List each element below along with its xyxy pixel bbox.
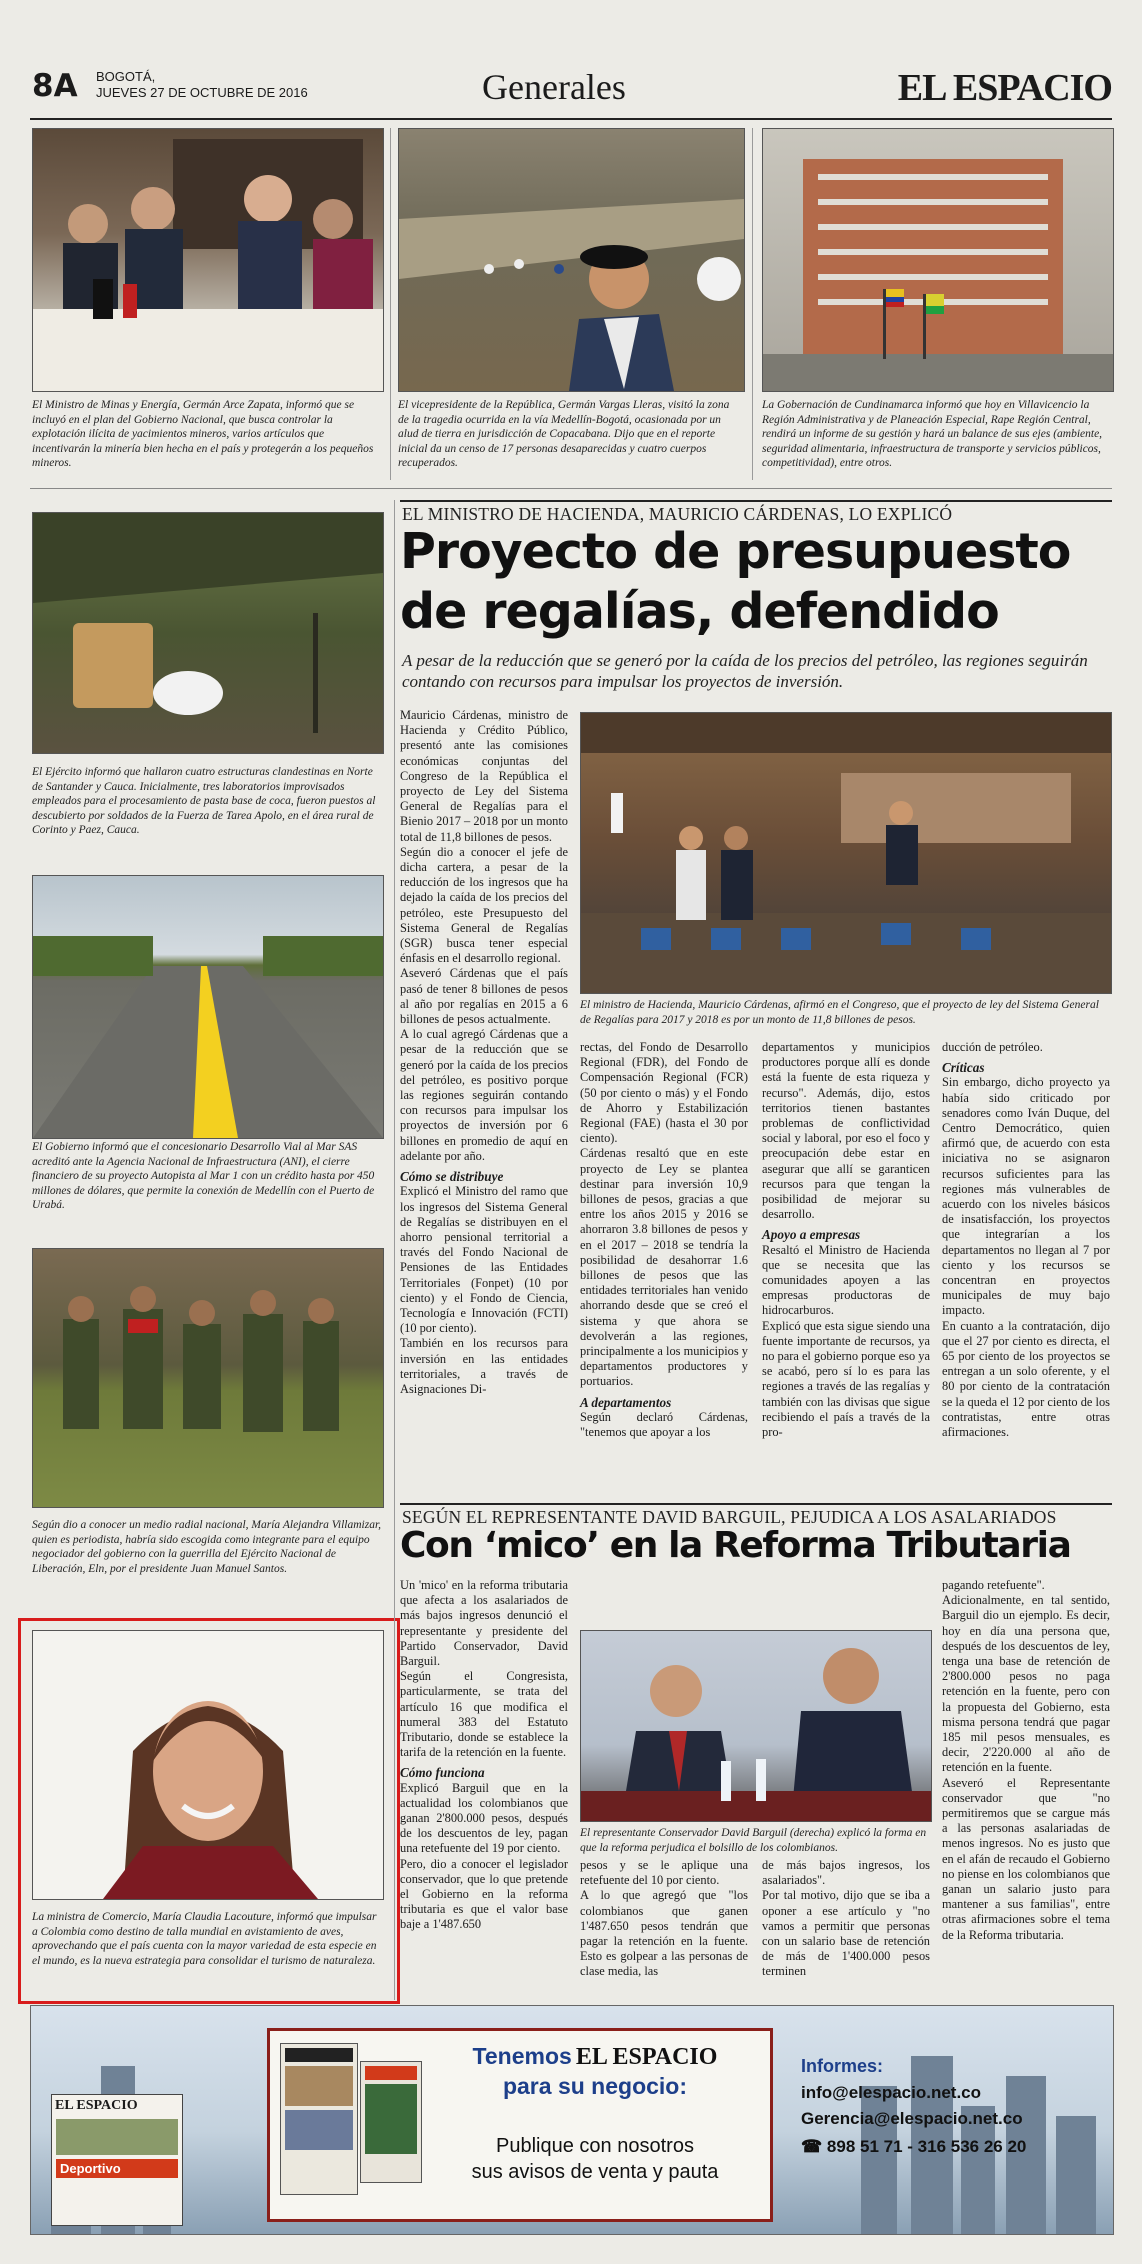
logo: EL ESPACIO <box>897 67 1112 109</box>
left-caption-3: Según dio a conocer un medio radial nacional, María Alejandra Villamizar, quien es periodista, habría sido escogida como integrante para el equipo negociador del gobierno con la guerrilla del Ejército Nacional de Liberación, Eln, por el presidente Juan Manuel Santos. <box>32 1519 382 1575</box>
column-divider <box>752 128 753 480</box>
mini-photo <box>285 2110 353 2150</box>
paragraph: Por tal motivo, dijo que se iba a oponer a ese artículo y "no vamos a permitir que personas con un salario base de retención de más de 1'400.000 pesos terminen <box>762 1888 930 1979</box>
top-photo-2 <box>398 128 745 392</box>
mini-photo <box>56 2119 178 2155</box>
article1-kicker: EL MINISTRO DE HACIENDA, MAURICIO CÁRDENAS, LO EXPLICÓ <box>402 504 953 524</box>
ad-brand: EL ESPACIO <box>575 2044 718 2070</box>
article1-photo <box>580 712 1112 994</box>
article2-col3 <box>762 1858 930 1980</box>
vicepresident-photo-art <box>399 129 744 391</box>
mini-header <box>365 2066 417 2080</box>
top-caption-3: La Gobernación de Cundinamarca informó que hoy en Villavicencio la Región Administrativa y de Planeación Especial, Rape Región Central, rendirá un informe de su gestión y hará un balance de sus ejes (ambiente, seguridad alimentaria, infraestructura de transporte y servicios públicos, competitividad), entre otros. <box>762 399 1103 469</box>
paragraph: Según declaró Cárdenas, "tenemos que apoyar a los <box>580 1409 748 1440</box>
left-caption-1: El Ejército informó que hallaron cuatro estructuras clandestinas en Norte de Santander y Cauca. Inicialmente, tres laboratorios improvisados empleados para el procesamiento de pasta base de coca, fueron puestos al descubierto por soldados de la Fuerza de Tarea Apolo, en el área rural de Corinto y Paez, Cauca. <box>32 766 376 836</box>
subheading: A departamentos <box>580 1394 672 1410</box>
paragraph: pesos y se le aplique una retefuente del 10 por ciento. <box>580 1858 748 1888</box>
subheading: Apoyo a empresas <box>762 1227 861 1243</box>
ad-mini-sport <box>360 2061 422 2183</box>
paragraph: ducción de petróleo. <box>942 1040 1043 1054</box>
article1-headline-1: Proyecto de presupuesto <box>400 523 1071 580</box>
top-caption-1: El Ministro de Minas y Energía, Germán Arce Zapata, informó que se incluyó en el plan del Gobierno Nacional, que busca controlar la explotación ilícita de yacimientos mineros, varios artículos que incentivarán la minería bien hecha en el país y protegerán a los pequeños mineros. <box>32 399 374 469</box>
left-photo-3 <box>32 1248 384 1508</box>
ad-line4: sus avisos de venta y pauta <box>471 2161 719 2183</box>
paragraph: En cuanto a la contratación, dijo que el 27 por ciento es directa, el 65 por ciento de los proyectos se entregan a un solo oferente, y el 80 por ciento de la contratación se la queda el 12 por ciento de los contratistas, entre otras afirmaciones. <box>942 1318 1110 1440</box>
top-caption-2: El vicepresidente de la República, Germán Vargas Lleras, visitó la zona de la tragedia ocurrida en la vía Medellín-Bogotá, ocasionada por un alud de tierra en jurisdicción de Copacabana. Dijo que en el reporte inicial da un censo de 17 personas desaparecidas y cuatro cuerpos recuperados. <box>398 399 730 469</box>
mini-newspaper-left <box>51 2094 183 2226</box>
subheading: Cómo funciona <box>400 1765 485 1781</box>
article2-kicker: SEGÚN EL REPRESENTANTE DAVID BARGUIL, PEJUDICA A LOS ASALARIADOS <box>402 1507 1057 1527</box>
paragraph: También en los recursos para inversión en las entidades territoriales, a través de Asignaciones Di- <box>400 1336 568 1396</box>
article1-top-rule <box>400 500 1112 502</box>
paragraph: Explicó el Ministro del ramo que los ingresos del Sistema General de Regalías se distribuyen en el ahorro pensional territorial a través del Fondo Nacional de Pensiones de las Entidades Territoriales (Fonpet) (10 por ciento) y el Fondo de Ciencia, Tecnología e Innovación (FCTI) (10 por ciento). <box>400 1184 568 1336</box>
article1-col2 <box>580 1040 748 1440</box>
paragraph: Explicó Barguil que en la actualidad los colombianos que ganan 2'800.000 pesos, después de los descuentos de ley, pagan una retefuente del 19 por ciento. <box>400 1780 568 1856</box>
mini-photo <box>285 2066 353 2106</box>
article1-col3 <box>762 1040 930 1440</box>
email-1[interactable]: info@elespacio.net.co <box>801 2083 982 2102</box>
ad-line3: Publique con nosotros <box>496 2135 694 2157</box>
article2-photo-caption: El representante Conservador David Barguil (derecha) explicó la forma en que la reforma perjudica el bolsillo de los colombianos. <box>580 1827 927 1854</box>
date: JUEVES 27 DE OCTUBRE DE 2016 <box>96 85 308 100</box>
ad-headline <box>430 2043 760 2071</box>
mini-sport: Deportivo <box>56 2159 178 2178</box>
paragraph: pagando retefuente". <box>942 1578 1045 1592</box>
paragraph: departamentos y municipios productores porque allí es donde está la fuente de esta riqueza y recurso". Además, dijo, estos territorios tienen bastantes problemas de conflictividad social y laboral, por eso el foco y preocupación debe estar en asegurar que allí se garanticen recursos para que tengan la posibilidad de mejorar su desarrollo. <box>762 1040 930 1222</box>
article2-photo <box>580 1630 932 1822</box>
ad-info <box>801 2056 1101 2157</box>
paragraph: A lo cual agregó Cárdenas que a pesar de la reducción que se generó por la caída de los precios del petróleo, es positivo porque las regiones seguirán contando con recursos para impulsar los proyectos de inversión por 6 billones en promedio de aquí en adelante por año. <box>400 1027 568 1163</box>
ad-mini-paper <box>280 2043 358 2195</box>
section-rule <box>30 488 1112 489</box>
city: BOGOTÁ, <box>96 69 156 84</box>
paragraph: Resaltó el Ministro de Hacienda que se necesita que las comunidades apoyen a las empresas productoras de hidrocarburos. <box>762 1242 930 1318</box>
article2-col4 <box>942 1578 1110 1943</box>
mini-logo: EL ESPACIO <box>55 2098 138 2113</box>
ad-panel <box>267 2028 773 2222</box>
paragraph: Aseveró Cárdenas que el país pasó de tener 8 billones de pesos al año por regalías en 2015 a 6 billones de pesos actualmente. <box>400 966 568 1027</box>
article2-top-rule <box>400 1503 1112 1505</box>
article1-photo-caption: El ministro de Hacienda, Mauricio Cárdenas, afirmó en el Congreso, que el proyecto de ley del Sistema General de Regalías para 2017 y 2018 es por un monto de 11,8 billones de pesos. <box>580 999 1099 1026</box>
subheading: Críticas <box>942 1060 985 1076</box>
page-number: 8A <box>32 68 78 104</box>
paragraph: Un 'mico' en la reforma tributaria que afecta a los asalariados de más bajos ingresos denunció el representante y presidente del Partido Conservador, David Barguil. <box>400 1578 568 1669</box>
paragraph: Cárdenas resaltó que en este proyecto de Ley se plantea destinar para inversión 10,9 billones de pesos, gracias a que entre los años 2015 y 2016 se ahorraron 3.8 billones de pesos y en el 2017 – 2018 se tendría la posibilidad de desahorrar 1.6 billones de pesos que las entidades territoriales han venido ahorrando desde que se creó el sistema y que ahora se devolverán a las regiones, principalmente a los municipios y departamentos productores y portuarios. <box>580 1146 748 1389</box>
phone-number[interactable]: 898 51 71 - 316 536 26 20 <box>826 2137 1027 2156</box>
phone-row <box>801 2137 1101 2157</box>
masthead <box>30 60 1112 118</box>
article2-col1 <box>400 1578 568 1933</box>
guerrilla-art <box>33 1249 383 1507</box>
paragraph: Mauricio Cárdenas, ministro de Hacienda y Crédito Público, presentó ante las comisiones económicas conjuntas del Congreso de la República el proyecto de Ley del Sistema General de Regalías para el Bienio 2017 – 2018 por un monto total de 11,8 billones de pesos. <box>400 708 568 844</box>
paragraph: Sin embargo, dicho proyecto ya había sido criticado por senadores como Iván Duque, del Centro Democrático, quien afirmó que, de acuerdo con esta iniciativa no se asignaron recursos suficientes para las regiones más vulnerables de acuerdo con los niveles básicos de insatisfacción, los proyectos que integrarían a los departamentos no llegan al 7 por ciento y los recursos se concentran en proyectos municipales de muy bajo impacto. <box>942 1075 1110 1318</box>
minister-portrait-art <box>33 1631 383 1899</box>
top-photo-1 <box>32 128 384 392</box>
article2-headline: Con ‘mico’ en la Reforma Tributaria <box>400 1525 1071 1566</box>
article1-col4 <box>942 1040 1110 1440</box>
top-photo-3 <box>762 128 1114 392</box>
mini-photo <box>365 2084 417 2154</box>
info-title: Informes: <box>801 2056 884 2076</box>
congress-photo-art <box>581 713 1111 993</box>
paragraph: de más bajos ingresos, los asalariados". <box>762 1858 930 1888</box>
section-title: Generales <box>482 67 626 107</box>
paragraph: rectas, del Fondo de Desarrollo Regional (FDR), del Fondo de Compensación Regional (FCR) (50 por ciento o más) y el Fondo de Ahorro y Estabilización Regional (FAE) (hasta el 30 por ciento). <box>580 1040 748 1146</box>
government-building-art <box>763 129 1113 391</box>
paragraph: Según dio a conocer el jefe de dicha cartera, a pesar de la reducción de los ingresos que ha dejado la caída de los precios del petróleo, este Presupuesto del Sistema General de Regalías (SGR) busca tener especial énfasis en el desarrollo regional. <box>400 844 568 966</box>
ad-line2: para su negocio: <box>502 2073 688 2099</box>
article1-headline-2: de regalías, defendido <box>400 583 999 640</box>
paragraph: Según el Congresista, particularmente, se trata del artículo 16 que modifica el numeral 383 del Estatuto Tributario, donde se establece la tarifa de la retención en la fuente. <box>400 1669 568 1760</box>
article1-deck: A pesar de la reducción que se generó por la caída de los precios del petróleo, las regiones seguirán contando con recursos para impulsar los proyectos de inversión. <box>402 651 1088 691</box>
left-caption-4: La ministra de Comercio, María Claudia Lacouture, informó que impulsar a Colombia como destino de talla mundial en avistamiento de aves, aprovechando que el país cuenta con la mayor variedad de esta especie en el mundo, es la nueva estrategia para consolidar el turismo de naturaleza. <box>32 1911 377 1967</box>
paragraph: A lo que agregó que "los colombianos que ganen 1'487.650 pesos tendrán que pagar la retención en la fuente. Esto es golpear a las personas de clase media, las <box>580 1888 748 1979</box>
subheading: Cómo se distribuye <box>400 1169 504 1185</box>
mini-header <box>285 2048 353 2062</box>
left-photo-1 <box>32 512 384 754</box>
lab-photo-art <box>33 513 383 753</box>
article1-col1 <box>400 708 568 1397</box>
column-divider <box>394 500 395 2000</box>
ad-line1: Tenemos <box>472 2043 572 2069</box>
barguil-photo-art <box>581 1631 931 1821</box>
left-photo-2 <box>32 875 384 1139</box>
left-photo-4 <box>32 1630 384 1900</box>
email-2[interactable]: Gerencia@elespacio.net.co <box>801 2109 1023 2128</box>
paragraph: Aseveró el Representante conservador que "no permitiremos que se cargue más a las personas asalariadas de menos ingresos. No es justo que en el afán de recaudo el Gobierno no piense en los colombianos que ganan un salario justo para mantener a sus familias", entre otras afirmaciones sobre el tema de la Reforma tributaria. <box>942 1775 1110 1942</box>
advertisement <box>30 2005 1114 2235</box>
masthead-rule <box>30 118 1112 120</box>
column-divider <box>390 128 391 480</box>
article2-col2 <box>580 1858 748 1980</box>
paragraph: Pero, dio a conocer el legislador conservador, que lo que pretende el Gobierno en la reforma tributaria es que el valor base baje a 1'487.650 <box>400 1856 568 1932</box>
left-caption-2: El Gobierno informó que el concesionario Desarrollo Vial al Mar SAS acreditó ante la Agencia Nacional de Infraestructura (ANI), el cierre financiero de su proyecto Autopista al Mar 1 con un crédito hasta por 450 millones de dólares, que permite la conexión de Medellín con el Puerto de Urabá. <box>32 1141 375 1211</box>
paragraph: Adicionalmente, en tal sentido, Barguil dio un ejemplo. Es decir, hoy en día una persona que, después de los descuentos de ley, tenga una base de retención de 2'800.000 pesos no paga retención en la fuente, pero con la propuesta del Gobierno, esta misma persona tendrá que pagar 185 mil pesos mensuales, es decir, 2'220.000 al año de retención en la fuente. <box>942 1593 1110 1775</box>
highway-art <box>33 876 383 1138</box>
paragraph: Explicó que esta sigue siendo una fuente importante de recursos, ya no para el gobierno porque eso ya se acabó, pero sí lo es para las regiones a través de las regalías y también con las divisas que sigue recibiendo el país a través de la pro- <box>762 1318 930 1440</box>
phone-icon: ☎ <box>801 2137 823 2156</box>
ministers-photo-art <box>33 129 383 391</box>
